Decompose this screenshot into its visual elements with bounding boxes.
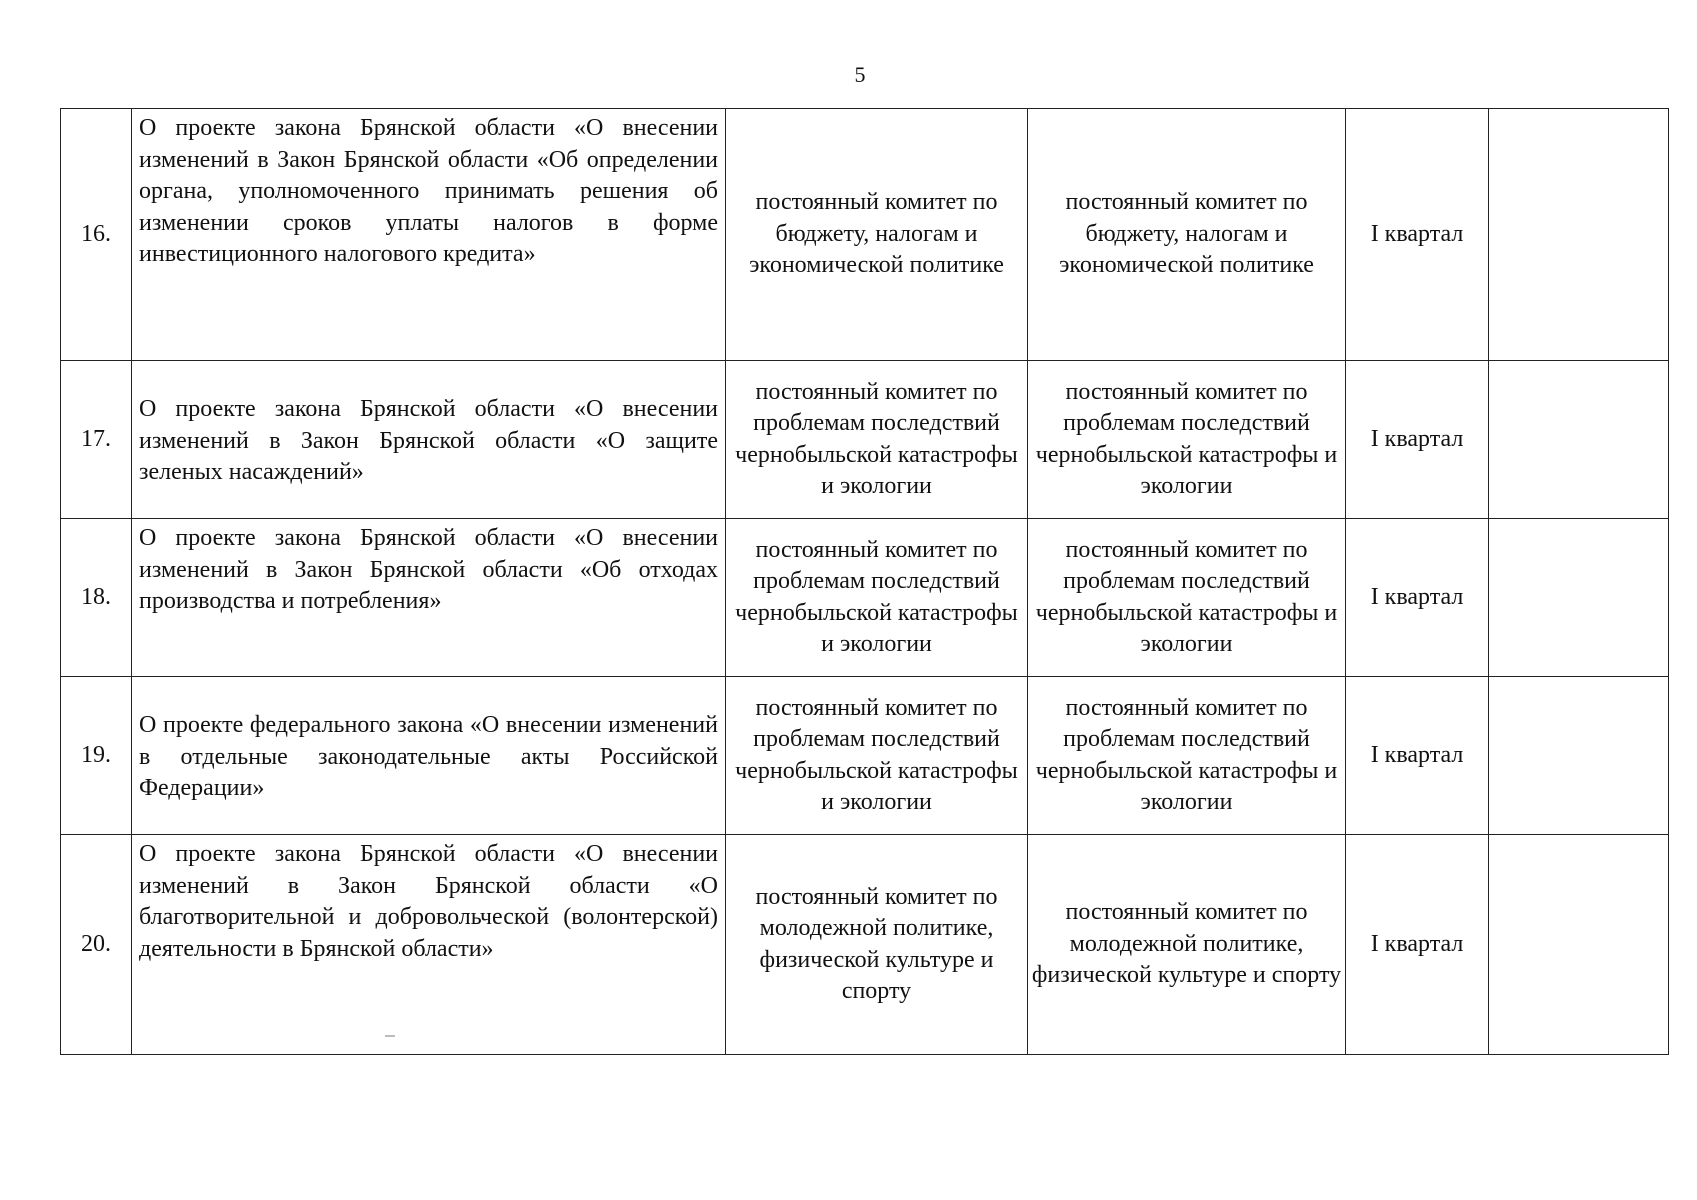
period: I квартал bbox=[1346, 835, 1489, 1055]
period: I квартал bbox=[1346, 109, 1489, 361]
table-row bbox=[61, 835, 1669, 1055]
preparing-committee: постоянный комитет по молодежной политике, физической культуре и спорту bbox=[726, 835, 1028, 1055]
item-title: О проекте закона Брянской области «О внесении изменений в Закон Брянской области «О защите зеленых насаждений» bbox=[132, 361, 726, 519]
row-number: 16. bbox=[61, 109, 132, 361]
row-number: 17. bbox=[61, 361, 132, 519]
note-cell bbox=[1489, 109, 1669, 361]
responsible-committee: постоянный комитет по проблемам последствий чернобыльской катастрофы и экологии bbox=[1028, 519, 1346, 677]
item-title: О проекте федерального закона «О внесении изменений в отдельные законодательные акты Российской Федерации» bbox=[132, 677, 726, 835]
item-title: О проекте закона Брянской области «О внесении изменений в Закон Брянской области «О благотворительной и добровольческой (волонтерской) деятельности в Брянской области» bbox=[132, 835, 726, 1055]
preparing-committee: постоянный комитет по проблемам последствий чернобыльской катастрофы и экологии bbox=[726, 677, 1028, 835]
row-number: 20. bbox=[61, 835, 132, 1055]
period: I квартал bbox=[1346, 519, 1489, 677]
preparing-committee: постоянный комитет по проблемам последствий чернобыльской катастрофы и экологии bbox=[726, 361, 1028, 519]
responsible-committee: постоянный комитет по бюджету, налогам и экономической политике bbox=[1028, 109, 1346, 361]
row-number: 18. bbox=[61, 519, 132, 677]
period: I квартал bbox=[1346, 361, 1489, 519]
row-number: 19. bbox=[61, 677, 132, 835]
preparing-committee: постоянный комитет по бюджету, налогам и экономической политике bbox=[726, 109, 1028, 361]
scan-speck bbox=[385, 1035, 395, 1037]
period: I квартал bbox=[1346, 677, 1489, 835]
table-row bbox=[61, 361, 1669, 519]
note-cell bbox=[1489, 519, 1669, 677]
responsible-committee: постоянный комитет по проблемам последствий чернобыльской катастрофы и экологии bbox=[1028, 361, 1346, 519]
table-row bbox=[61, 109, 1669, 361]
note-cell bbox=[1489, 361, 1669, 519]
preparing-committee: постоянный комитет по проблемам последствий чернобыльской катастрофы и экологии bbox=[726, 519, 1028, 677]
table-row bbox=[61, 677, 1669, 835]
item-title: О проекте закона Брянской области «О внесении изменений в Закон Брянской области «Об определении органа, уполномоченного принимать решения об изменении сроков уплаты налогов в форме инвестиционного налогового кредита» bbox=[132, 109, 726, 361]
page-number: 5 bbox=[854, 62, 866, 87]
item-title: О проекте закона Брянской области «О внесении изменений в Закон Брянской области «Об отходах производства и потребления» bbox=[132, 519, 726, 677]
note-cell bbox=[1489, 677, 1669, 835]
agenda-table bbox=[60, 108, 1669, 1055]
responsible-committee: постоянный комитет по проблемам последствий чернобыльской катастрофы и экологии bbox=[1028, 677, 1346, 835]
note-cell bbox=[1489, 835, 1669, 1055]
table-row bbox=[61, 519, 1669, 677]
responsible-committee: постоянный комитет по молодежной политике, физической культуре и спорту bbox=[1028, 835, 1346, 1055]
